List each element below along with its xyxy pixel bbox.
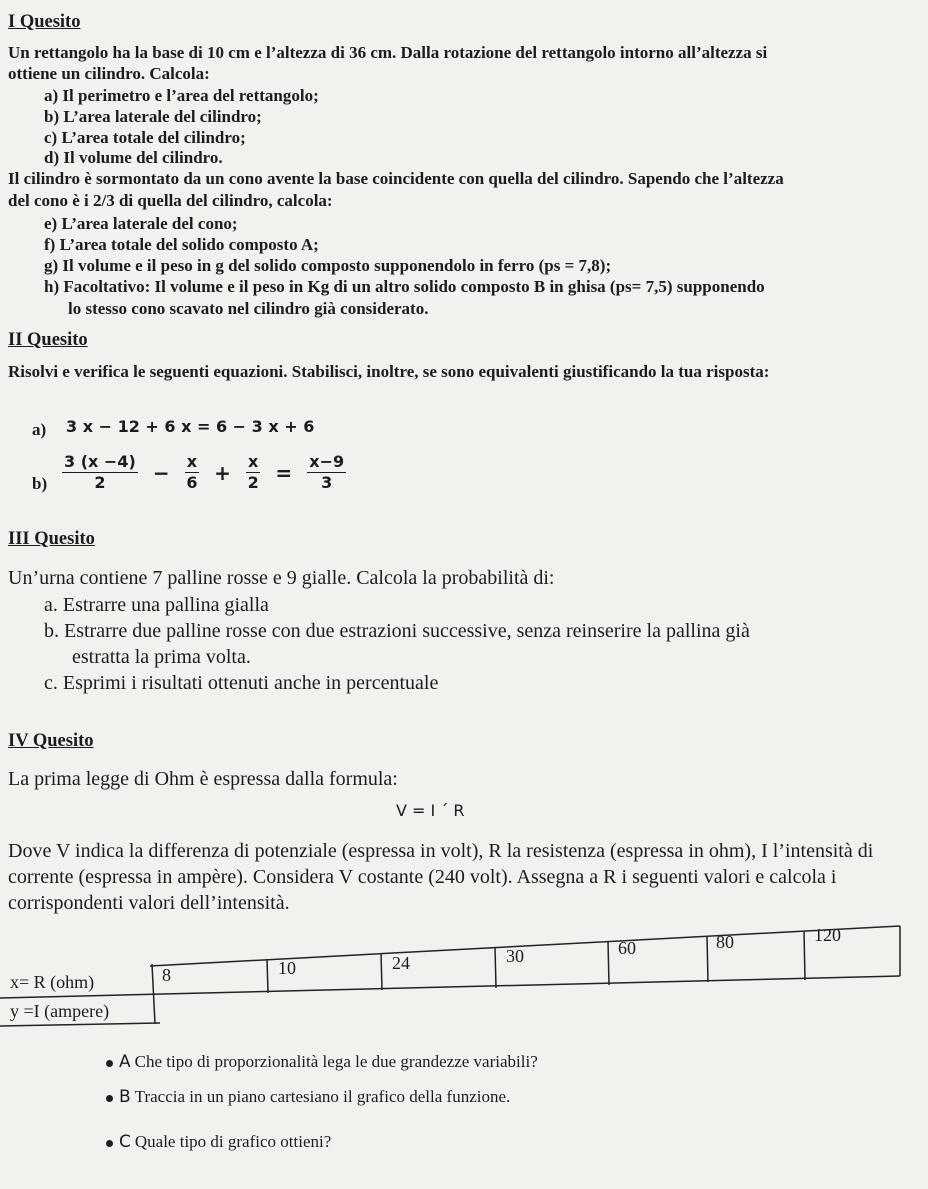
row-label-y: y =I (ampere) — [10, 1001, 110, 1021]
q2-intro: Risolvi e verifica le seguenti equazioni. Stabilisci, inoltre, se sono equivalenti giustificando la tua risposta: — [8, 362, 770, 381]
question-c: C Quale tipo di grafico ottieni? — [106, 1132, 331, 1152]
q1-item-a: a) Il perimetro e l’area del rettangolo; — [44, 86, 319, 105]
q1-intro-line2: ottiene un cilindro. Calcola: — [8, 64, 210, 83]
q4-text-line3: corrispondenti valori dell’intensità. — [8, 892, 290, 914]
r-value-8: 8 — [162, 965, 171, 985]
q1-item-g: g) Il volume e il peso in g del solido composto supponendolo in ferro (ps = 7,8); — [44, 256, 612, 275]
question-a: A Che tipo di proporzionalità lega le due grandezze variabili? — [106, 1052, 538, 1072]
q4-intro: La prima legge di Ohm è espressa dalla formula: — [8, 768, 398, 790]
r-value-60: 60 — [618, 938, 636, 958]
q3-item-c: c. Esprimi i risultati ottenuti anche in percentuale — [44, 672, 439, 694]
q3-title: III Quesito — [8, 529, 95, 549]
q2-a-label: a) — [32, 420, 47, 439]
q4-text-line2: corrente (espressa in ampère). Considera V costante (240 volt). Assegna a R i seguenti valori e calcola i — [8, 866, 837, 888]
q2-b-label: b) — [32, 474, 48, 493]
q1-item-b: b) L’area laterale del cilindro; — [44, 107, 262, 126]
q4-title: IV Quesito — [8, 731, 94, 751]
ohm-table — [0, 920, 928, 1030]
q2-equation-a: 3 x − 12 + 6 x = 6 − 3 x + 6 — [66, 417, 315, 436]
bullet-icon — [106, 1140, 113, 1147]
fraction-3: $\frac{x}{2}$ — [247, 452, 259, 492]
fraction-2: $\frac{x}{6}$ — [186, 452, 198, 492]
q1-item-c: c) L’area totale del cilindro; — [44, 128, 246, 147]
q2-equation-b: $\frac{3 (x -4)}{2}$ − $\frac{x}{6}$ + $\frac{x}{2}$ = $\frac{x-9}{3}$ — [64, 452, 345, 492]
q1-title: I Quesito — [8, 12, 81, 32]
q1-mid-line1: Il cilindro è sormontato da un cono avente la base coincidente con quella del cilindro. Sapendo che l’altezza — [8, 169, 784, 188]
r-value-80: 80 — [716, 932, 734, 952]
fraction-4: $\frac{x-9}{3}$ — [309, 452, 345, 492]
bullet-icon — [106, 1095, 113, 1102]
q3-item-b: b. Estrarre due palline rosse con due estrazioni successive, senza reinserire la pallina già — [44, 620, 750, 642]
q4-text-line1: Dove V indica la differenza di potenziale (espressa in volt), R la resistenza (espressa in ohm), I l’intensità di — [8, 840, 874, 862]
r-value-10: 10 — [278, 958, 296, 978]
q1-item-e: e) L’area laterale del cono; — [44, 214, 238, 233]
question-b: B Traccia in un piano cartesiano il grafico della funzione. — [106, 1087, 510, 1107]
q1-mid-line2: del cono è i 2/3 di quella del cilindro, calcola: — [8, 191, 333, 210]
row-label-x: x= R (ohm) — [10, 972, 95, 992]
fraction-1: $\frac{3 (x -4)}{2}$ — [64, 452, 136, 492]
q1-intro-line1: Un rettangolo ha la base di 10 cm e l’altezza di 36 cm. Dalla rotazione del rettangolo intorno all’altezza si — [8, 43, 768, 62]
r-value-24: 24 — [392, 953, 410, 973]
ohm-formula: V = I ´ R — [396, 801, 465, 820]
q3-item-a: a. Estrarre una pallina gialla — [44, 594, 269, 616]
q1-item-d: d) Il volume del cilindro. — [44, 148, 223, 167]
q1-item-h-cont: lo stesso cono scavato nel cilindro già considerato. — [68, 299, 429, 318]
q1-item-h: h) Facoltativo: Il volume e il peso in Kg di un altro solido composto B in ghisa (ps= 7,5) supponendo — [44, 277, 765, 296]
bullet-icon — [106, 1060, 113, 1067]
q2-title: II Quesito — [8, 330, 88, 350]
q3-intro: Un’urna contiene 7 palline rosse e 9 gialle. Calcola la probabilità di: — [8, 567, 555, 589]
r-value-30: 30 — [506, 946, 524, 966]
q1-item-f: f) L’area totale del solido composto A; — [44, 235, 319, 254]
q3-item-b-cont: estratta la prima volta. — [72, 646, 251, 668]
r-value-120: 120 — [814, 925, 841, 945]
